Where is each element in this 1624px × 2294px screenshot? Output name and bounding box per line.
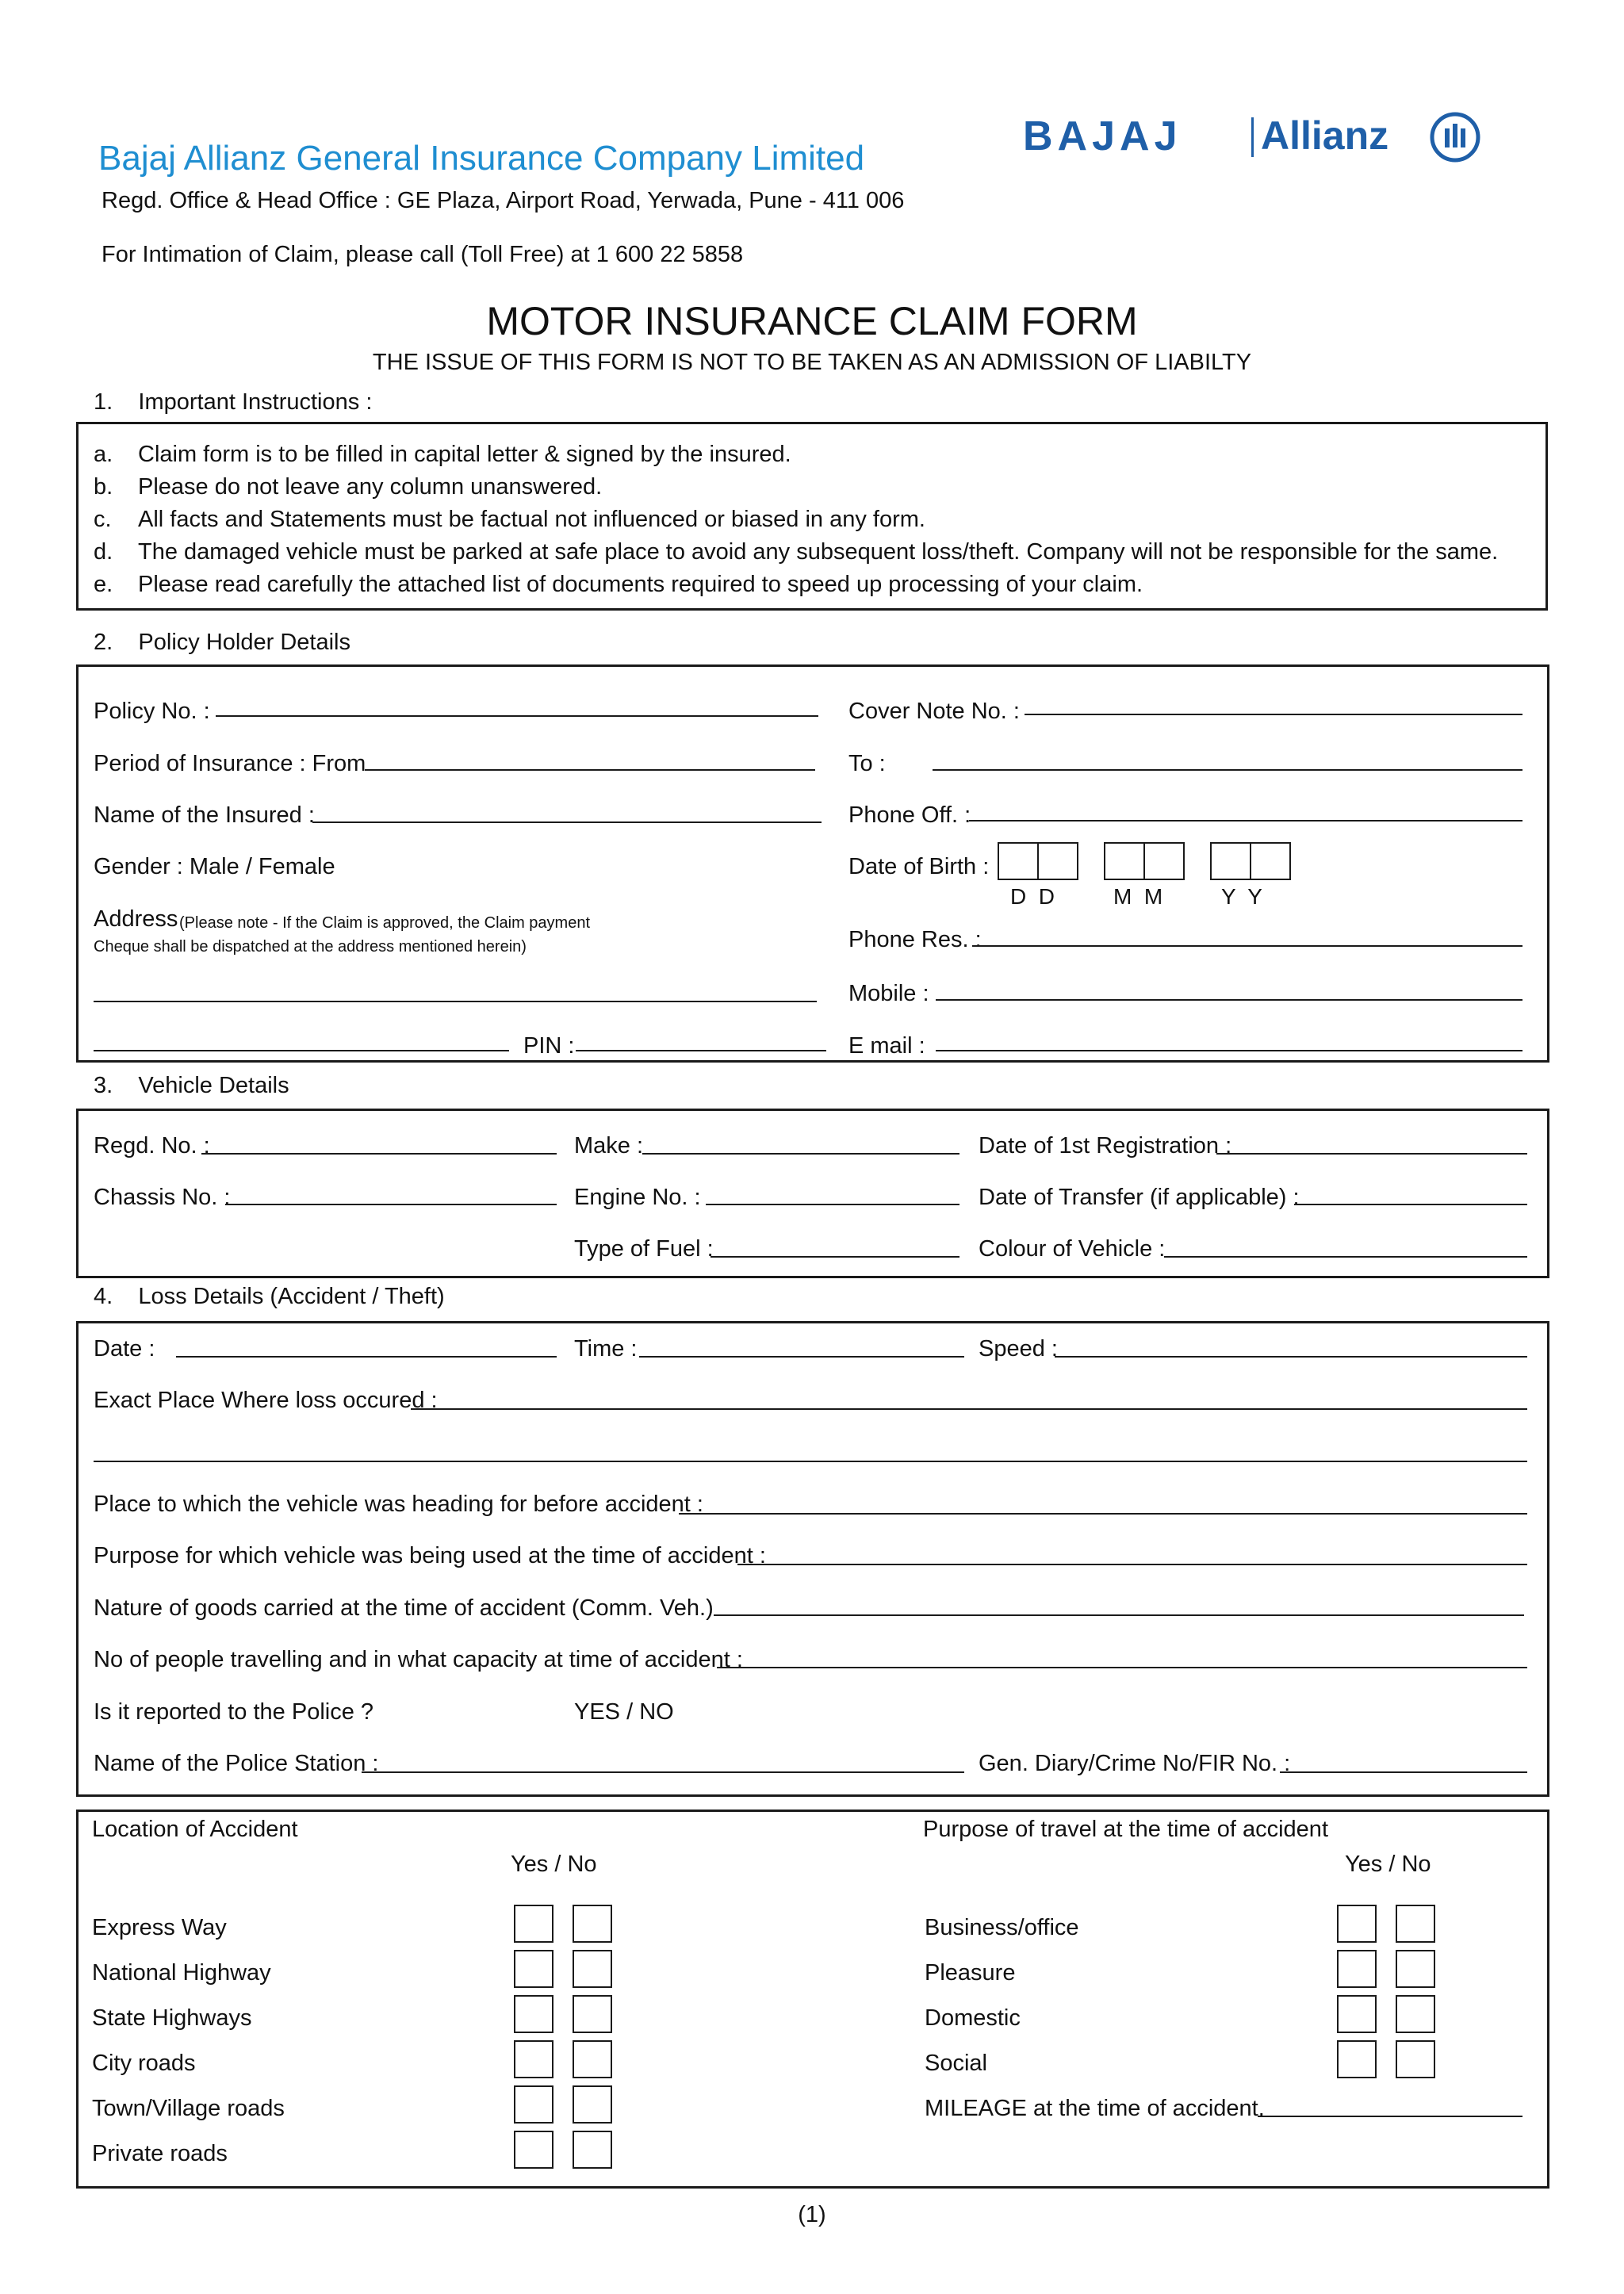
instruction-letter: a.: [94, 442, 113, 467]
claim-intimation: For Intimation of Claim, please call (Toll Free) at 1 600 22 5858: [102, 242, 744, 267]
insured-name-field[interactable]: [312, 821, 822, 823]
location-no-checkbox[interactable]: [573, 2085, 612, 2124]
instruction-text: The damaged vehicle must be parked at safe place to avoid any subsequent loss/theft. Company will not be responsible for the same.: [138, 539, 1499, 565]
vehicle-colour-field[interactable]: [1164, 1256, 1527, 1258]
location-item: Express Way: [92, 1915, 227, 1940]
dob-label: Date of Birth :: [848, 854, 990, 879]
fir-no-label: Gen. Diary/Crime No/FIR No. :: [979, 1751, 1291, 1776]
dob-month-1[interactable]: [1104, 842, 1145, 880]
instruction-text: Claim form is to be filled in capital letter & signed by the insured.: [138, 442, 791, 467]
location-no-checkbox[interactable]: [573, 2131, 612, 2169]
period-from-field[interactable]: [365, 769, 815, 771]
purpose-item: Pleasure: [925, 1960, 1016, 1986]
phone-off-label: Phone Off. :: [848, 802, 971, 828]
dob-day-1[interactable]: [998, 842, 1039, 880]
location-no-checkbox[interactable]: [573, 1905, 612, 1943]
fuel-type-field[interactable]: [710, 1256, 959, 1258]
instruction-letter: b.: [94, 474, 113, 500]
police-station-label: Name of the Police Station :: [94, 1751, 379, 1776]
chassis-no-field[interactable]: [225, 1204, 557, 1205]
mileage-label: MILEAGE at the time of accident.: [925, 2096, 1265, 2121]
exact-place-label: Exact Place Where loss occured :: [94, 1388, 438, 1413]
vehicle-details-box: [76, 1109, 1549, 1278]
instruction-letter: e.: [94, 572, 113, 597]
dob-day-caption: D D: [1010, 884, 1055, 909]
address-field-line-2[interactable]: [94, 1050, 509, 1051]
logo-allianz: Allianz: [1261, 113, 1389, 158]
heading-place-label: Place to which the vehicle was heading for before accident :: [94, 1492, 703, 1517]
logo-divider: [1251, 117, 1254, 157]
loss-time-label: Time :: [574, 1336, 638, 1361]
location-item: National Highway: [92, 1960, 271, 1986]
location-yes-checkbox[interactable]: [514, 2040, 553, 2078]
location-yes-checkbox[interactable]: [514, 2131, 553, 2169]
vehicle-colour-label: Colour of Vehicle :: [979, 1236, 1166, 1262]
purpose-no-checkbox[interactable]: [1396, 2040, 1435, 2078]
exact-place-field[interactable]: [411, 1408, 1527, 1410]
location-yes-checkbox[interactable]: [514, 1950, 553, 1988]
engine-no-label: Engine No. :: [574, 1185, 701, 1210]
phone-res-field[interactable]: [972, 945, 1522, 947]
section-3-heading: 3. Vehicle Details: [94, 1073, 289, 1098]
company-name: Bajaj Allianz General Insurance Company Limited: [98, 139, 865, 178]
pin-field[interactable]: [576, 1050, 826, 1051]
policy-no-field[interactable]: [216, 715, 818, 717]
loss-time-field[interactable]: [639, 1356, 964, 1358]
location-yes-no-header: Yes / No: [511, 1852, 597, 1877]
exact-place-field-line-2[interactable]: [94, 1461, 1527, 1462]
page-number: (1): [798, 2202, 826, 2227]
address-note-line-1: (Please note - If the Claim is approved, the Claim payment: [179, 914, 591, 932]
form-title: MOTOR INSURANCE CLAIM FORM: [486, 299, 1138, 343]
address-field-line-1[interactable]: [94, 1001, 817, 1002]
speed-label: Speed :: [979, 1336, 1058, 1361]
purpose-item: Social: [925, 2051, 987, 2076]
purpose-item: Domestic: [925, 2005, 1021, 2031]
purpose-yes-checkbox[interactable]: [1337, 1905, 1377, 1943]
mobile-field[interactable]: [936, 999, 1522, 1001]
location-item: Town/Village roads: [92, 2096, 285, 2121]
date-registration-field[interactable]: [1216, 1153, 1527, 1155]
location-yes-checkbox[interactable]: [514, 1995, 553, 2033]
location-item: Private roads: [92, 2141, 228, 2166]
phone-res-label: Phone Res. :: [848, 927, 982, 952]
purpose-title: Purpose of travel at the time of accident: [923, 1817, 1328, 1842]
instruction-text: All facts and Statements must be factual not influenced or biased in any form.: [138, 507, 925, 532]
goods-carried-label: Nature of goods carried at the time of accident (Comm. Veh.): [94, 1595, 714, 1621]
location-title: Location of Accident: [92, 1817, 298, 1842]
section-4-heading: 4. Loss Details (Accident / Theft): [94, 1284, 445, 1309]
form-subtitle: THE ISSUE OF THIS FORM IS NOT TO BE TAKEN AS AN ADMISSION OF LIABILTY: [372, 350, 1252, 375]
phone-off-field[interactable]: [969, 820, 1522, 821]
pin-label: PIN :: [523, 1033, 575, 1059]
instruction-letter: c.: [94, 507, 112, 532]
purpose-no-checkbox[interactable]: [1396, 1950, 1435, 1988]
logo-bajaj: BAJAJ: [1023, 113, 1182, 159]
purpose-no-checkbox[interactable]: [1396, 1995, 1435, 2033]
purpose-no-checkbox[interactable]: [1396, 1905, 1435, 1943]
regd-no-field[interactable]: [201, 1153, 557, 1155]
chassis-no-label: Chassis No. :: [94, 1185, 231, 1210]
office-address: Regd. Office & Head Office : GE Plaza, Airport Road, Yerwada, Pune - 411 006: [102, 188, 905, 213]
purpose-yes-checkbox[interactable]: [1337, 2040, 1377, 2078]
insured-name-label: Name of the Insured :: [94, 802, 315, 828]
police-station-field[interactable]: [362, 1771, 964, 1773]
email-field[interactable]: [936, 1050, 1522, 1051]
policy-no-label: Policy No. :: [94, 699, 210, 724]
location-no-checkbox[interactable]: [573, 1950, 612, 1988]
period-to-field[interactable]: [933, 769, 1522, 771]
address-label: Address: [94, 906, 178, 932]
address-note-line-2: Cheque shall be dispatched at the address mentioned herein): [94, 938, 527, 956]
email-label: E mail :: [848, 1033, 925, 1059]
engine-no-field[interactable]: [706, 1204, 959, 1205]
dob-day-2[interactable]: [1037, 842, 1078, 880]
police-report-label: Is it reported to the Police ?: [94, 1699, 374, 1725]
loss-date-field[interactable]: [176, 1356, 557, 1358]
dob-year-1[interactable]: [1210, 842, 1251, 880]
dob-month-2[interactable]: [1143, 842, 1185, 880]
location-item: City roads: [92, 2051, 196, 2076]
vehicle-purpose-label: Purpose for which vehicle was being used at the time of accident :: [94, 1543, 766, 1568]
cover-note-label: Cover Note No. :: [848, 699, 1020, 724]
vehicle-purpose-field[interactable]: [737, 1564, 1527, 1565]
section-1-heading: 1. Important Instructions :: [94, 389, 373, 415]
instruction-text: Please read carefully the attached list of documents required to speed up processing of your claim.: [138, 572, 1143, 597]
purpose-item: Business/office: [925, 1915, 1079, 1940]
dob-year-2[interactable]: [1250, 842, 1291, 880]
people-travelling-field[interactable]: [717, 1667, 1527, 1668]
dob-month-caption: M M: [1113, 884, 1163, 909]
make-label: Make :: [574, 1133, 644, 1158]
date-transfer-field[interactable]: [1294, 1204, 1527, 1205]
purpose-yes-checkbox[interactable]: [1337, 1995, 1377, 2033]
loss-date-label: Date :: [94, 1336, 155, 1361]
period-from-label: Period of Insurance : From: [94, 751, 366, 776]
location-no-checkbox[interactable]: [573, 1995, 612, 2033]
location-yes-checkbox[interactable]: [514, 2085, 553, 2124]
dob-year-caption: Y Y: [1221, 884, 1262, 909]
regd-no-label: Regd. No. :: [94, 1133, 210, 1158]
date-transfer-label: Date of Transfer (if applicable) :: [979, 1185, 1300, 1210]
location-no-checkbox[interactable]: [573, 2040, 612, 2078]
period-to-label: To :: [848, 751, 886, 776]
police-yes-no[interactable]: YES / NO: [574, 1699, 674, 1725]
location-item: State Highways: [92, 2005, 252, 2031]
location-purpose-box: [76, 1810, 1549, 2189]
purpose-yes-no-header: Yes / No: [1345, 1852, 1431, 1877]
date-registration-label: Date of 1st Registration :: [979, 1133, 1232, 1158]
people-travelling-label: No of people travelling and in what capacity at time of accident :: [94, 1647, 743, 1672]
mileage-field[interactable]: [1258, 2116, 1522, 2117]
speed-field[interactable]: [1055, 1356, 1527, 1358]
mobile-label: Mobile :: [848, 981, 929, 1006]
cover-note-field[interactable]: [1025, 714, 1522, 715]
fuel-type-label: Type of Fuel :: [574, 1236, 714, 1262]
make-field[interactable]: [642, 1153, 959, 1155]
instruction-letter: d.: [94, 539, 113, 565]
purpose-yes-checkbox[interactable]: [1337, 1950, 1377, 1988]
section-2-heading: 2. Policy Holder Details: [94, 630, 350, 655]
instruction-text: Please do not leave any column unanswered.: [138, 474, 603, 500]
goods-carried-field[interactable]: [714, 1614, 1524, 1616]
fir-no-field[interactable]: [1280, 1771, 1527, 1773]
allianz-eagle-icon: [1429, 111, 1481, 163]
heading-place-field[interactable]: [679, 1513, 1527, 1515]
location-yes-checkbox[interactable]: [514, 1905, 553, 1943]
gender-label: Gender : Male / Female: [94, 854, 335, 879]
